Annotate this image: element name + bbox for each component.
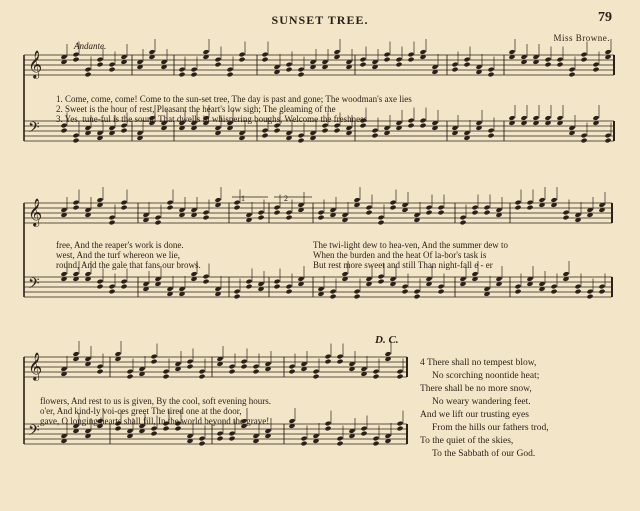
note-head [451, 62, 458, 68]
note-head [257, 210, 264, 216]
second-ending-label: 2 [284, 194, 288, 203]
note-head [226, 67, 233, 73]
note-head [586, 294, 593, 300]
note-head [288, 369, 295, 375]
note-head [317, 210, 324, 216]
note-head [372, 441, 379, 447]
note-head [285, 289, 292, 295]
lyric-s1-verse1: 1. Come, come, come! Come to the sun-set tree, The day is past and gone; The woodman's axe lies [56, 94, 412, 104]
note-head [336, 436, 343, 442]
note-head [574, 284, 581, 290]
note-head [154, 215, 161, 221]
note-head [377, 220, 384, 226]
note-head [324, 354, 331, 360]
note-head [162, 369, 169, 375]
note-head [285, 284, 292, 290]
note-head [257, 215, 264, 221]
note-head [372, 369, 379, 375]
stanza-line: From the hills our fathers trod, [432, 423, 549, 433]
note-head [425, 205, 432, 211]
note-head [245, 284, 252, 290]
note-head [198, 374, 205, 380]
note-head [324, 421, 331, 427]
lyric-s3-verse2: o'er, And kind-ly voi-ces greet The tired one at the door, [40, 406, 242, 416]
note-head [371, 128, 378, 134]
note-head [297, 133, 304, 139]
note-head [592, 67, 599, 73]
note-head [273, 128, 280, 134]
note-head [190, 72, 197, 78]
note-head [396, 374, 403, 380]
note-head [353, 197, 360, 203]
note-head [550, 284, 557, 290]
stanza-four [420, 357, 630, 461]
note-head [108, 67, 115, 73]
note-head [72, 271, 79, 277]
lyric-s2-verse1-a: free, And the reaper's work is done. [56, 240, 184, 250]
note-head [562, 215, 569, 221]
treble-clef-icon: 𝄞 [28, 198, 43, 226]
note-head [84, 271, 91, 277]
note-head [72, 205, 79, 211]
note-head [550, 197, 557, 203]
note-head [252, 369, 259, 375]
note-head [419, 49, 426, 55]
lyric-s1-verse2: 2. Sweet is the hour of rest, Pleasant the heart's low sigh; The gleaming of the [56, 104, 336, 114]
bass-clef-icon: 𝄢 [28, 422, 40, 443]
lyric-s1-verse3: 3. Yes, tune-ful is the sound That dwells in whispering boughs, Welcome the freshness [56, 114, 368, 124]
note-head [120, 279, 127, 285]
note-head [586, 289, 593, 295]
note-head [437, 210, 444, 216]
note-head [384, 351, 391, 357]
note-head [598, 289, 605, 295]
note-head [72, 133, 79, 139]
note-head [72, 138, 79, 144]
first-ending-label: 1 [241, 194, 245, 203]
note-head [60, 128, 67, 134]
note-head [556, 115, 563, 121]
note-head [329, 294, 336, 300]
note-head [483, 210, 490, 216]
note-head [562, 271, 569, 277]
note-head [508, 49, 515, 55]
lyric-s2-verse1-b: The twi-light dew to hea-ven, And the summer dew to [313, 240, 508, 250]
note-head [261, 52, 268, 58]
note-head [126, 374, 133, 380]
note-head [336, 354, 343, 360]
stanza-line: To the Sabbath of our God. [432, 449, 536, 459]
note-head [108, 215, 115, 221]
note-head [233, 294, 240, 300]
note-head [202, 210, 209, 216]
stanza-line: There shall be no more snow, [420, 384, 532, 394]
lyric-s3-verse3: gave, O longing hearts shall fill, In the world beyond the grave! [40, 416, 270, 426]
note-head [544, 57, 551, 63]
note-head [487, 128, 494, 134]
note-head [514, 205, 521, 211]
note-head [261, 133, 268, 139]
note-head [150, 359, 157, 365]
note-head [371, 133, 378, 139]
note-head [228, 431, 235, 437]
note-head [377, 215, 384, 221]
note-head [186, 364, 193, 370]
note-head [336, 359, 343, 365]
note-head [580, 52, 587, 58]
note-head [437, 284, 444, 290]
note-head [580, 133, 587, 139]
note-head [96, 369, 103, 375]
note-head [407, 57, 414, 63]
treble-clef-icon: 𝄞 [28, 50, 43, 78]
note-head [252, 364, 259, 370]
note-head [413, 294, 420, 300]
note-head [190, 67, 197, 73]
note-head [228, 436, 235, 442]
note-head [598, 284, 605, 290]
note-head [413, 289, 420, 295]
note-head [190, 271, 197, 277]
note-head [297, 138, 304, 144]
note-head [396, 421, 403, 427]
note-head [240, 364, 247, 370]
note-head [437, 289, 444, 295]
note-head [372, 436, 379, 442]
note-head [72, 351, 79, 357]
da-capo-marking: D. C. [375, 334, 399, 346]
note-head [459, 220, 466, 226]
note-head [214, 197, 221, 203]
note-head [471, 205, 478, 211]
note-head [126, 369, 133, 375]
note-head [407, 52, 414, 58]
note-head [72, 200, 79, 206]
note-head [273, 284, 280, 290]
stanza-line: 4 There shall no tempest blow, [420, 358, 537, 368]
note-head [359, 62, 366, 68]
stanza-line: To the quiet of the skies, [420, 436, 514, 446]
note-head [214, 57, 221, 63]
note-head [148, 49, 155, 55]
note-head [96, 364, 103, 370]
note-head [186, 359, 193, 365]
note-head [120, 128, 127, 134]
note-head [419, 118, 426, 124]
note-head [238, 52, 245, 58]
note-head [312, 369, 319, 375]
lyric-s3-verse1: flowers, And rest to us is given, By the cool, soft evening hours. [40, 396, 271, 406]
note-head [216, 436, 223, 442]
note-head [333, 49, 340, 55]
note-head [389, 200, 396, 206]
note-head [471, 271, 478, 277]
note-head [178, 67, 185, 73]
note-head [514, 284, 521, 290]
note-head [162, 374, 169, 380]
note-head [372, 374, 379, 380]
note-head [72, 52, 79, 58]
note-head [120, 284, 127, 290]
note-head [425, 210, 432, 216]
note-head [604, 133, 611, 139]
treble-clef-icon: 𝄞 [28, 352, 43, 380]
note-head [359, 57, 366, 63]
note-head [514, 289, 521, 295]
note-head [273, 279, 280, 285]
note-head [84, 72, 91, 78]
note-head [487, 133, 494, 139]
note-head [377, 279, 384, 285]
note-head [321, 128, 328, 134]
note-head [178, 72, 185, 78]
note-head [96, 284, 103, 290]
note-head [216, 431, 223, 437]
note-head [285, 215, 292, 221]
lyric-s2-verse3-a: round, And the gale that fans our brows. [56, 260, 201, 270]
note-head [538, 197, 545, 203]
note-head [395, 62, 402, 68]
note-head [240, 359, 247, 365]
note-head [487, 67, 494, 73]
note-head [483, 205, 490, 211]
note-head [451, 67, 458, 73]
note-head [336, 441, 343, 447]
tempo-marking: Andante. [74, 41, 107, 51]
note-head [520, 115, 527, 121]
note-head [96, 62, 103, 68]
note-head [353, 294, 360, 300]
note-head [396, 426, 403, 432]
note-head [437, 205, 444, 211]
note-head [273, 210, 280, 216]
note-head [96, 57, 103, 63]
stanza-line: No scorching noontide heat; [432, 371, 540, 381]
note-head [401, 289, 408, 295]
note-head [300, 436, 307, 442]
note-head [407, 123, 414, 129]
note-head [233, 289, 240, 295]
note-head [568, 67, 575, 73]
note-head [556, 57, 563, 63]
note-head [324, 426, 331, 432]
note-head [198, 441, 205, 447]
stanza-line: And we lift our trusting eyes [420, 410, 529, 420]
lyric-s2-verse2-b: When the burden and the heat Of la-bor's task is [313, 250, 487, 260]
note-head [228, 369, 235, 375]
note-head [550, 289, 557, 295]
note-head [166, 200, 173, 206]
note-head [568, 72, 575, 78]
note-head [198, 436, 205, 442]
hymn-title: SUNSET TREE. [271, 13, 369, 27]
note-head [96, 279, 103, 285]
note-head [395, 57, 402, 63]
note-head [333, 128, 340, 134]
note-head [72, 57, 79, 63]
note-head [574, 289, 581, 295]
note-head [508, 115, 515, 121]
note-head [226, 72, 233, 78]
note-head [526, 200, 533, 206]
note-head [108, 62, 115, 68]
note-head [592, 62, 599, 68]
note-head [324, 359, 331, 365]
note-head [120, 200, 127, 206]
note-head [459, 215, 466, 221]
note-head [60, 271, 67, 277]
note-head [544, 115, 551, 121]
note-head [592, 115, 599, 121]
note-head [396, 369, 403, 375]
note-head [108, 289, 115, 295]
bass-clef-icon: 𝄢 [28, 275, 40, 296]
note-head [202, 274, 209, 280]
note-head [365, 210, 372, 216]
note-head [297, 72, 304, 78]
note-head [604, 49, 611, 55]
note-head [84, 67, 91, 73]
note-head [389, 205, 396, 211]
bass-clef-icon: 𝄢 [28, 119, 40, 140]
note-head [114, 351, 121, 357]
note-head [544, 62, 551, 68]
note-head [285, 62, 292, 68]
note-head [580, 57, 587, 63]
note-head [154, 220, 161, 226]
page-number: 79 [598, 10, 612, 25]
stanza-line: No weary wandering feet. [432, 397, 531, 407]
note-head [463, 62, 470, 68]
note-head [202, 49, 209, 55]
composer-credit: Miss Browne. [553, 33, 610, 43]
note-head [245, 279, 252, 285]
note-head [487, 72, 494, 78]
note-head [198, 369, 205, 375]
note-head [407, 118, 414, 124]
note-head [108, 284, 115, 290]
note-head [360, 431, 367, 437]
note-head [202, 215, 209, 221]
note-head [383, 52, 390, 58]
note-head [273, 205, 280, 211]
note-head [317, 215, 324, 221]
note-head [261, 57, 268, 63]
note-head [532, 115, 539, 121]
note-head [214, 62, 221, 68]
note-head [365, 205, 372, 211]
note-head [300, 441, 307, 447]
note-head [419, 123, 426, 129]
note-head [562, 210, 569, 216]
note-head [297, 67, 304, 73]
note-head [233, 205, 240, 211]
note-head [463, 57, 470, 63]
lyric-s2-verse2-a: west, And the turf whereon we lie, [56, 250, 180, 260]
note-head [150, 354, 157, 360]
note-head [202, 279, 209, 285]
note-head [514, 200, 521, 206]
note-head [353, 289, 360, 295]
note-head [96, 197, 103, 203]
note-head [108, 220, 115, 226]
note-head [360, 426, 367, 432]
note-head [341, 271, 348, 277]
note-head [261, 128, 268, 134]
note-head [377, 274, 384, 280]
note-head [580, 138, 587, 144]
note-head [471, 210, 478, 216]
note-head [383, 57, 390, 63]
note-head [329, 289, 336, 295]
note-head [312, 374, 319, 380]
note-head [285, 67, 292, 73]
note-head [556, 62, 563, 68]
note-head [526, 205, 533, 211]
note-head [228, 364, 235, 370]
note-head [238, 57, 245, 63]
note-head [150, 431, 157, 437]
note-head [604, 138, 611, 144]
note-head [401, 284, 408, 290]
note-head [288, 418, 295, 424]
note-head [233, 200, 240, 206]
note-head [288, 364, 295, 370]
lyric-s2-verse3-b: But rest more sweet and still Than night-fall e - er [313, 260, 493, 270]
note-head [285, 210, 292, 216]
note-head [166, 205, 173, 211]
note-head [120, 205, 127, 211]
